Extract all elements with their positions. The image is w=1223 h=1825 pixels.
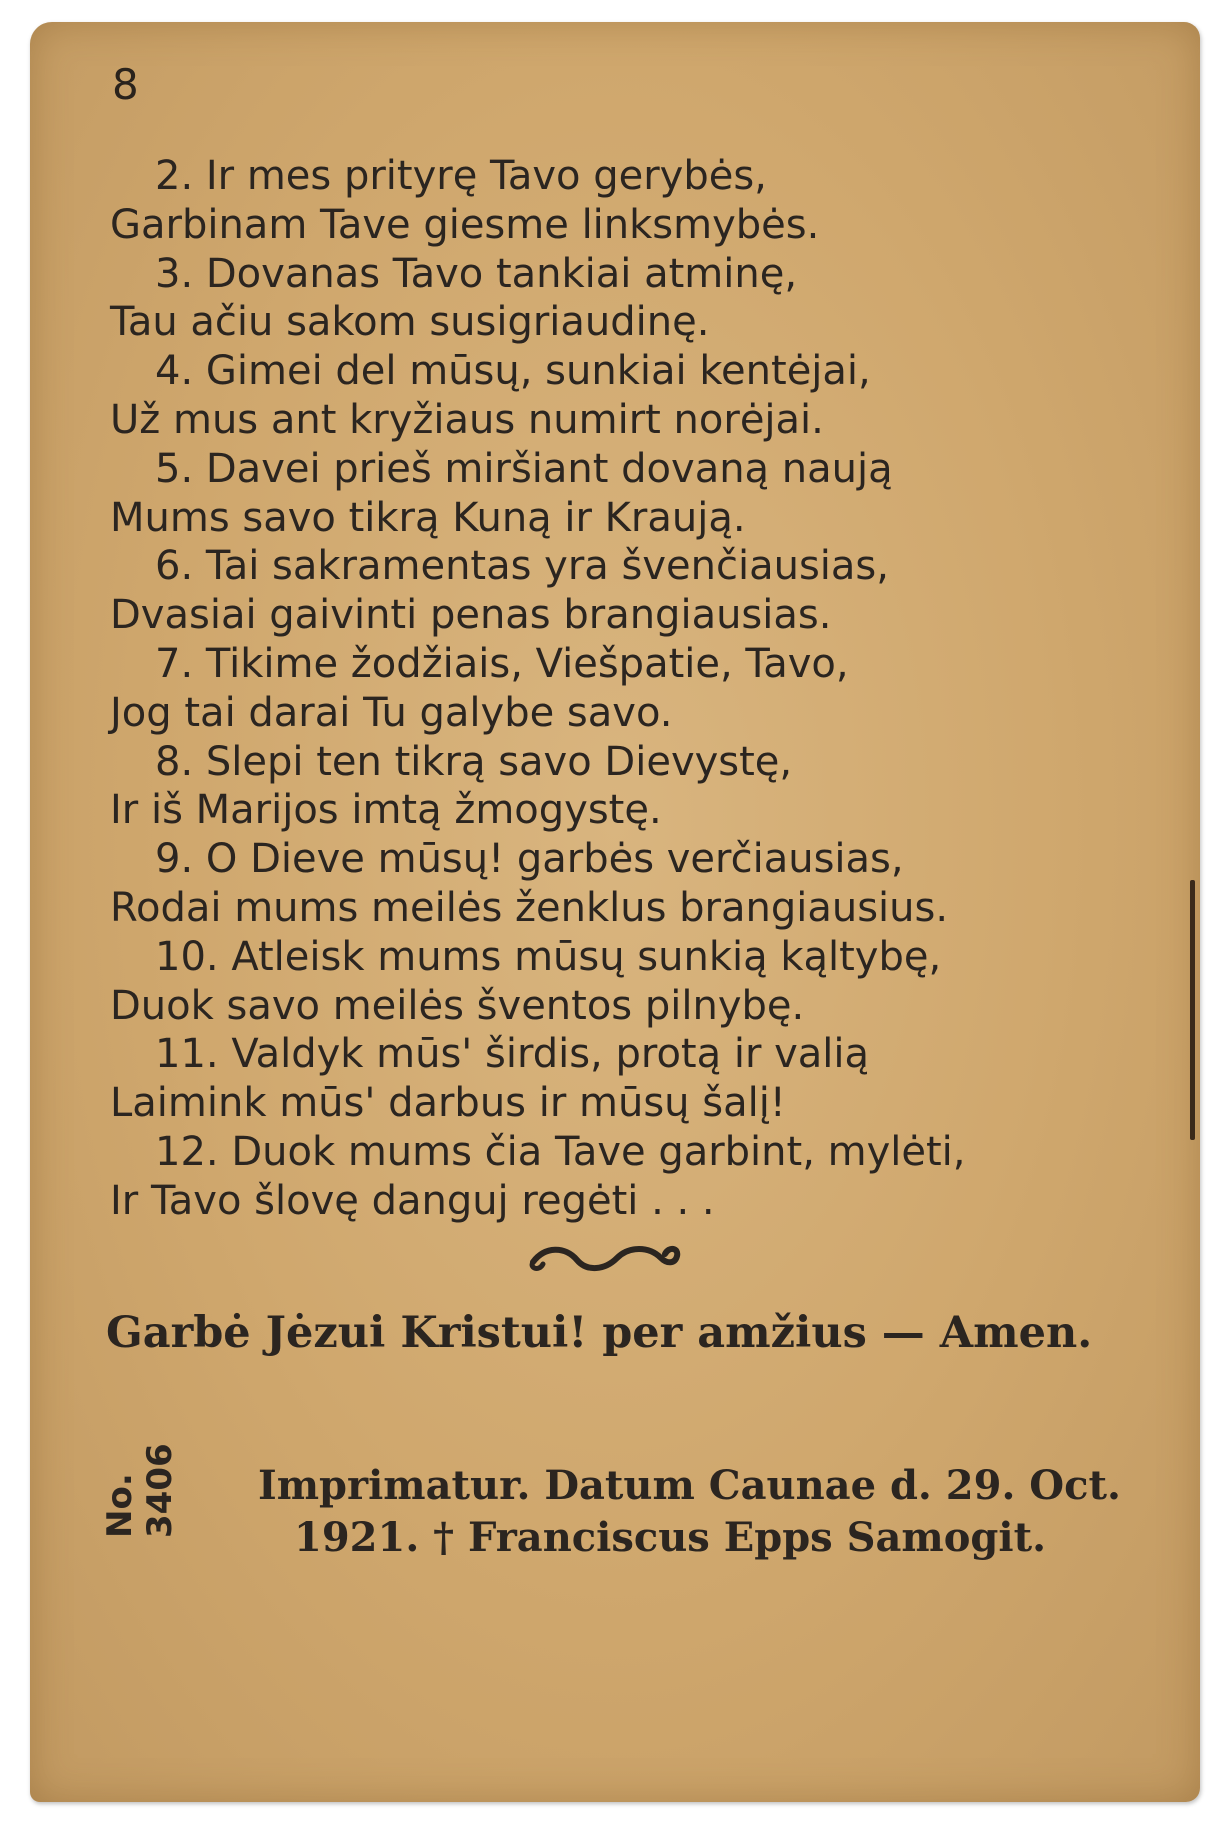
closing-doxology: Garbė Jėzui Kristui! per amžius — Amen. [106,1308,1093,1358]
verse-line: Garbinam Tave giesme linksmybės. [110,201,820,248]
verse-line: Laimink mūs' darbus ir mūsų šalį! [110,1080,786,1127]
verse-line: Ir Tavo šlovę danguj regėti . . . [110,1177,715,1224]
verse [110,445,1110,543]
flourish-ornament-icon [525,1240,685,1280]
print-number-prefix: No. [100,1473,140,1538]
verse-line: 2. Ir mes prityrę Tavo gerybės, [155,153,767,199]
verse-line: Už mus ant kryžiaus numirt norėjai. [110,396,824,443]
verse-line: Tau ačiu sakom susigriaudinę. [110,299,710,346]
verse-line: Dvasiai gaivinti penas brangiausias. [110,592,832,639]
verse-line: 3. Dovanas Tavo tankiai atminę, [155,250,798,297]
print-number-label [100,1443,220,1538]
verse-line: 12. Duok mums čia Tave garbint, mylėti, [155,1128,966,1175]
imprimatur-line: 1921. † Franciscus Epps Samogit. [294,1514,1046,1561]
verse-line: Ir iš Marijos imtą žmogystę. [110,787,662,834]
verse-line: Duok savo meilės šventos pilnybę. [110,982,805,1029]
verse-line: 5. Davei prieš miršiant dovaną naują [155,445,893,492]
verse [110,1128,1110,1226]
print-number-value: 3406 [140,1443,180,1538]
verse-line: 4. Gimei del mūsų, sunkiai kentėjai, [155,348,871,395]
verse [110,152,1110,250]
verse-line: 9. O Dieve mūsų! garbės verčiausias, [155,836,904,883]
imprimatur-note [258,1460,1121,1564]
verse-line: 6. Tai sakramentas yra švenčiausias, [155,543,889,590]
hymn-verses [110,152,1110,1226]
verse-line: 7. Tikime žodžiais, Viešpatie, Tavo, [155,640,849,687]
verse-line: 10. Atleisk mums mūsų sunkią kąltybę, [155,933,942,980]
verse-line: Rodai mums meilės ženklus brangiausius. [110,884,949,931]
binding-edge [1190,880,1195,1140]
verse [110,542,1110,640]
page-number: 8 [112,60,139,109]
verse [110,640,1110,738]
verse [110,250,1110,348]
verse [110,933,1110,1031]
verse [110,347,1110,445]
verse-line: 11. Valdyk mūs' širdis, protą ir valią [155,1031,870,1078]
verse-line: Mums savo tikrą Kuną ir Kraują. [110,494,746,541]
verse [110,1030,1110,1128]
verse [110,738,1110,836]
verse [110,835,1110,933]
verse-line: 8. Slepi ten tikrą savo Dievystę, [155,738,793,785]
verse-line: Jog tai darai Tu galybe savo. [110,689,673,736]
imprimatur-line: Imprimatur. Datum Caunae d. 29. Oct. [258,1462,1121,1509]
